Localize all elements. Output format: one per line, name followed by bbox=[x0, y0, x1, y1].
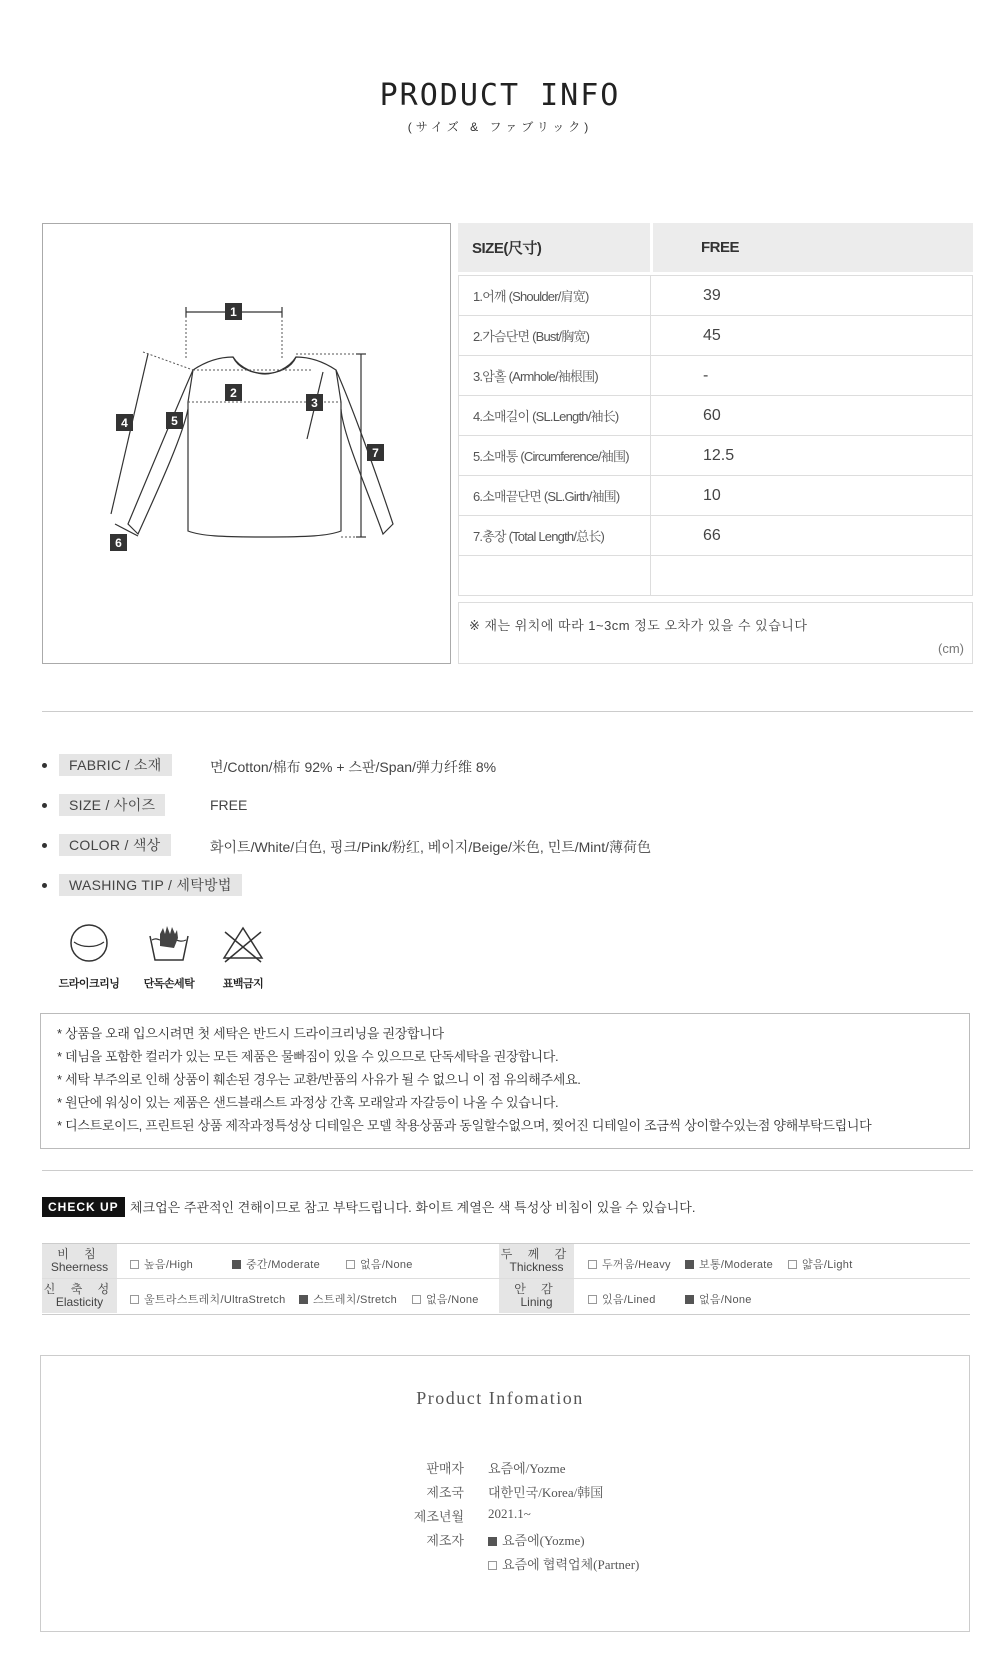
fabric-row bbox=[42, 754, 172, 776]
checkbox-icon bbox=[788, 1260, 797, 1269]
row-value: 12.5 bbox=[703, 446, 735, 464]
size-table bbox=[458, 223, 973, 664]
table-row bbox=[459, 396, 972, 436]
dry-clean-icon bbox=[68, 922, 110, 964]
row-value: 66 bbox=[703, 526, 721, 544]
country-label: 제조국 bbox=[426, 1485, 464, 1500]
row-label: 4.소매길이 (SL.Length/袖长) bbox=[459, 396, 651, 435]
elasticity-option[interactable]: 없음/None bbox=[412, 1291, 479, 1307]
checkbox-icon bbox=[130, 1295, 139, 1304]
row-value: 39 bbox=[703, 286, 721, 304]
country-value: 대한민국/Korea/韩国 bbox=[488, 1485, 604, 1500]
elasticity-option[interactable]: 울트라스트레치/UltraStretch bbox=[130, 1291, 286, 1307]
row-value: 10 bbox=[703, 486, 721, 504]
no-bleach-label: 표백금지 bbox=[222, 978, 264, 990]
table-row bbox=[459, 436, 972, 476]
bullet-icon bbox=[42, 763, 47, 768]
washing-label: WASHING TIP / 세탁방법 bbox=[59, 874, 242, 896]
checkbox-icon bbox=[588, 1295, 597, 1304]
seller-value: 요즘에/Yozme bbox=[488, 1461, 566, 1476]
elasticity-label: 신 축 성 Elasticity bbox=[42, 1279, 117, 1313]
fabric-label: FABRIC / 소재 bbox=[59, 754, 172, 776]
divider bbox=[42, 711, 973, 712]
bullet-icon bbox=[42, 843, 47, 848]
notice-line: * 원단에 워싱이 있는 제품은 샌드블래스트 과정상 간혹 모래알과 자갈등이 나올 수 있습니다. bbox=[57, 1095, 559, 1110]
row-value: 60 bbox=[703, 406, 721, 424]
sheerness-option[interactable]: 높음/High bbox=[130, 1256, 193, 1272]
marker-1-label: 1 bbox=[230, 305, 237, 319]
notice-line: * 디스트로이드, 프린트된 상품 제작과정특성상 디테일은 모델 착용상품과 동일할수없으며, 찢어진 디테일이 조금씩 상이할수있는점 양해부탁드립니다 bbox=[57, 1118, 872, 1133]
thickness-option[interactable]: 보통/Moderate bbox=[685, 1256, 773, 1272]
bullet-icon bbox=[42, 883, 47, 888]
page-title: PRODUCT INFO bbox=[379, 78, 621, 113]
divider bbox=[42, 1170, 973, 1171]
lining-option[interactable]: 없음/None bbox=[685, 1291, 752, 1307]
checkbox-checked-icon bbox=[685, 1260, 694, 1269]
notice-line: * 상품을 오래 입으시려면 첫 세탁은 반드시 드라이크리닝을 권장합니다 bbox=[57, 1026, 444, 1041]
row-value: 45 bbox=[703, 326, 721, 344]
row-label: 5.소매통 (Circumference/袖围) bbox=[459, 436, 651, 475]
no-bleach bbox=[208, 922, 278, 991]
row-label: 1.어깨 (Shoulder/肩宽) bbox=[459, 276, 651, 315]
lining-option[interactable]: 있음/Lined bbox=[588, 1291, 656, 1307]
color-value: 화이트/White/白色, 핑크/Pink/粉红, 베이지/Beige/米色, 민트/Mint/薄荷色 bbox=[210, 839, 651, 855]
thickness-label: 두 께 감 Thickness bbox=[499, 1244, 574, 1278]
seller-label: 판매자 bbox=[426, 1461, 464, 1476]
notice-line: * 세탁 부주의로 인해 상품이 훼손된 경우는 교환/반품의 사유가 될 수 없으니 이 점 유의해주세요. bbox=[57, 1072, 581, 1087]
notice-line: * 데님을 포함한 컬러가 있는 모든 제품은 물빠짐이 있을 수 있으므로 단독세탁을 권장합니다. bbox=[57, 1049, 559, 1064]
checkup-row bbox=[42, 1279, 970, 1314]
row-label: 3.암홀 (Armhole/袖根围) bbox=[459, 356, 651, 395]
date-label: 제조년월 bbox=[413, 1509, 464, 1524]
row-label bbox=[459, 556, 651, 595]
hand-wash-label: 단독손세탁 bbox=[143, 978, 195, 990]
checkup-text: 체크업은 주관적인 견해이므로 참고 부탁드립니다. 화이트 계열은 색 특성상 비침이 있을 수 있습니다. bbox=[130, 1200, 696, 1215]
lining-label: 안 감 Lining bbox=[499, 1279, 574, 1313]
hand-wash bbox=[134, 922, 204, 991]
checkbox-checked-icon bbox=[232, 1260, 241, 1269]
checkbox-icon bbox=[488, 1561, 497, 1570]
size-row bbox=[42, 794, 165, 816]
checkup-table bbox=[42, 1243, 970, 1315]
marker-6-label: 6 bbox=[115, 536, 122, 550]
marker-7-label: 7 bbox=[372, 446, 379, 460]
checkbox-icon bbox=[412, 1295, 421, 1304]
row-value bbox=[651, 556, 972, 595]
note-text: ※ 재는 위치에 따라 1~3cm 정도 오차가 있을 수 있습니다 bbox=[469, 618, 808, 633]
table-row bbox=[459, 556, 972, 596]
checkbox-checked-icon bbox=[488, 1537, 497, 1546]
sweater-diagram bbox=[43, 224, 450, 663]
unit-text: (cm) bbox=[938, 641, 964, 656]
bullet-icon bbox=[42, 803, 47, 808]
sheerness-option[interactable]: 중간/Moderate bbox=[232, 1256, 320, 1272]
sheerness-option[interactable]: 없음/None bbox=[346, 1256, 413, 1272]
care-notice bbox=[40, 1013, 970, 1149]
checkup-badge: CHECK UP bbox=[42, 1197, 125, 1217]
size-value: FREE bbox=[210, 797, 248, 813]
marker-3-label: 3 bbox=[311, 396, 318, 410]
table-row bbox=[459, 476, 972, 516]
table-row bbox=[459, 356, 972, 396]
checkbox-checked-icon bbox=[685, 1295, 694, 1304]
checkbox-icon bbox=[588, 1260, 597, 1269]
date-value: 2021.1~ bbox=[488, 1506, 531, 1521]
size-label: SIZE / 사이즈 bbox=[59, 794, 165, 816]
thickness-option[interactable]: 두꺼움/Heavy bbox=[588, 1256, 671, 1272]
size-table-header bbox=[458, 223, 973, 272]
maker-label: 제조자 bbox=[426, 1533, 464, 1548]
marker-2-label: 2 bbox=[230, 386, 237, 400]
elasticity-option[interactable]: 스트레치/Stretch bbox=[299, 1291, 397, 1307]
table-row bbox=[459, 276, 972, 316]
fabric-value: 면/Cotton/棉布 92% + 스판/Span/弹力纤维 8% bbox=[210, 759, 497, 775]
table-row bbox=[459, 516, 972, 556]
checkbox-icon bbox=[130, 1260, 139, 1269]
maker-option-1[interactable]: 요즘에(Yozme) bbox=[488, 1530, 585, 1549]
sheerness-label: 비 침 Sheerness bbox=[42, 1244, 117, 1278]
marker-4-label: 4 bbox=[121, 416, 128, 430]
marker-5-label: 5 bbox=[171, 414, 178, 428]
checkup-row bbox=[42, 1244, 970, 1279]
dry-clean bbox=[54, 922, 124, 991]
dry-clean-label: 드라이크리닝 bbox=[58, 978, 120, 990]
row-label: 6.소매끝단면 (SL.Girth/袖围) bbox=[459, 476, 651, 515]
measurement-note bbox=[458, 602, 973, 664]
hand-wash-icon bbox=[146, 922, 192, 964]
row-label: 2.가슴단면 (Bust/胸宽) bbox=[459, 316, 651, 355]
color-label: COLOR / 색상 bbox=[59, 834, 171, 856]
product-information-title: Product Infomation bbox=[416, 1388, 584, 1408]
page-subtitle: (サイズ & ファブリック) bbox=[407, 120, 593, 134]
size-diagram bbox=[42, 223, 451, 664]
checkbox-icon bbox=[346, 1260, 355, 1269]
no-bleach-icon bbox=[220, 922, 266, 964]
row-label: 7.총장 (Total Length/总长) bbox=[459, 516, 651, 555]
thickness-option[interactable]: 얇음/Light bbox=[788, 1256, 853, 1272]
washing-row bbox=[42, 874, 242, 896]
maker-option-2[interactable]: 요즘에 협력업체(Partner) bbox=[488, 1554, 639, 1573]
table-row bbox=[459, 316, 972, 356]
color-row bbox=[42, 834, 171, 856]
checkbox-checked-icon bbox=[299, 1295, 308, 1304]
row-value: - bbox=[703, 366, 709, 384]
size-header-free: FREE bbox=[701, 239, 740, 256]
size-header-label: SIZE(尺寸) bbox=[472, 240, 542, 257]
